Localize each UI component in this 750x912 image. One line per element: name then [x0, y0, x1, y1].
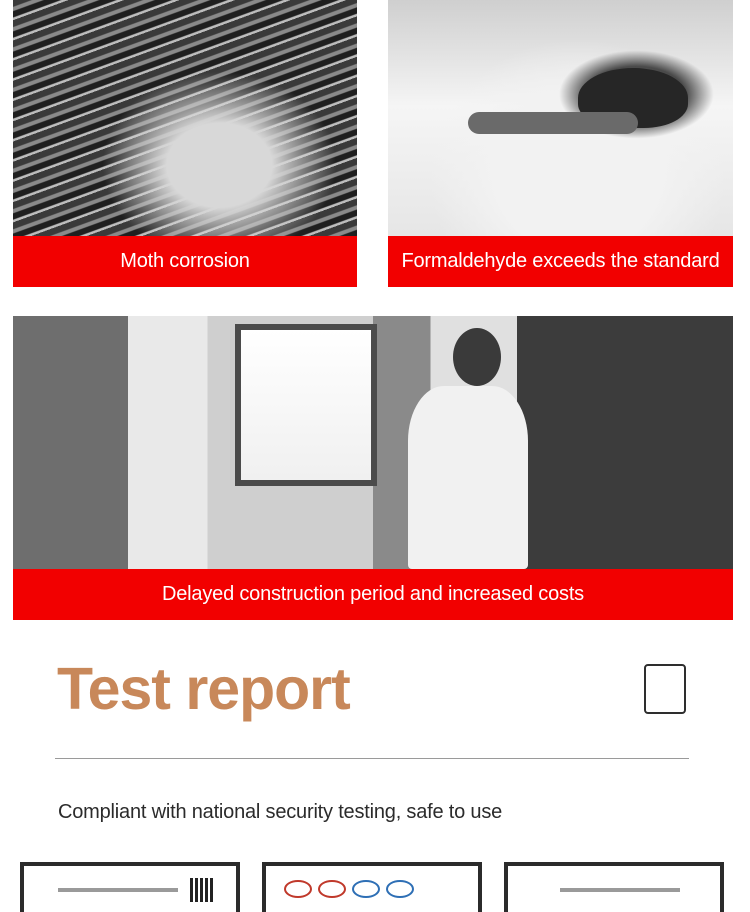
- certificate-1: [20, 862, 240, 912]
- construction-worker-photo: [13, 316, 733, 569]
- report-subtitle: Compliant with national security testing, safe to use: [58, 801, 503, 823]
- certificate-3: [504, 862, 724, 912]
- certificate-heading-line: [58, 888, 178, 892]
- wood-damage-photo: [13, 0, 357, 236]
- test-report-heading: [57, 655, 350, 723]
- cal-logo-icon: [318, 880, 346, 898]
- page-title: Test report: [57, 656, 350, 722]
- formaldehyde-card: [388, 0, 733, 287]
- square-outline-icon: [644, 664, 686, 714]
- formaldehyde-caption: Formaldehyde exceeds the standard: [388, 236, 733, 287]
- certificate-2: [262, 862, 482, 912]
- moth-corrosion-card: [13, 0, 357, 287]
- certificate-heading-line: [560, 888, 680, 892]
- ilac-logo-icon: [352, 880, 380, 898]
- moth-corrosion-caption: Moth corrosion: [13, 236, 357, 287]
- qr-code-icon: [190, 878, 214, 902]
- cma-logo-icon: [284, 880, 312, 898]
- delayed-construction-caption: Delayed construction period and increased costs: [13, 569, 733, 620]
- divider: [55, 758, 689, 759]
- delayed-construction-card: [13, 316, 733, 620]
- sick-woman-photo: [388, 0, 733, 236]
- accreditation-logos: [284, 880, 414, 898]
- cnas-logo-icon: [386, 880, 414, 898]
